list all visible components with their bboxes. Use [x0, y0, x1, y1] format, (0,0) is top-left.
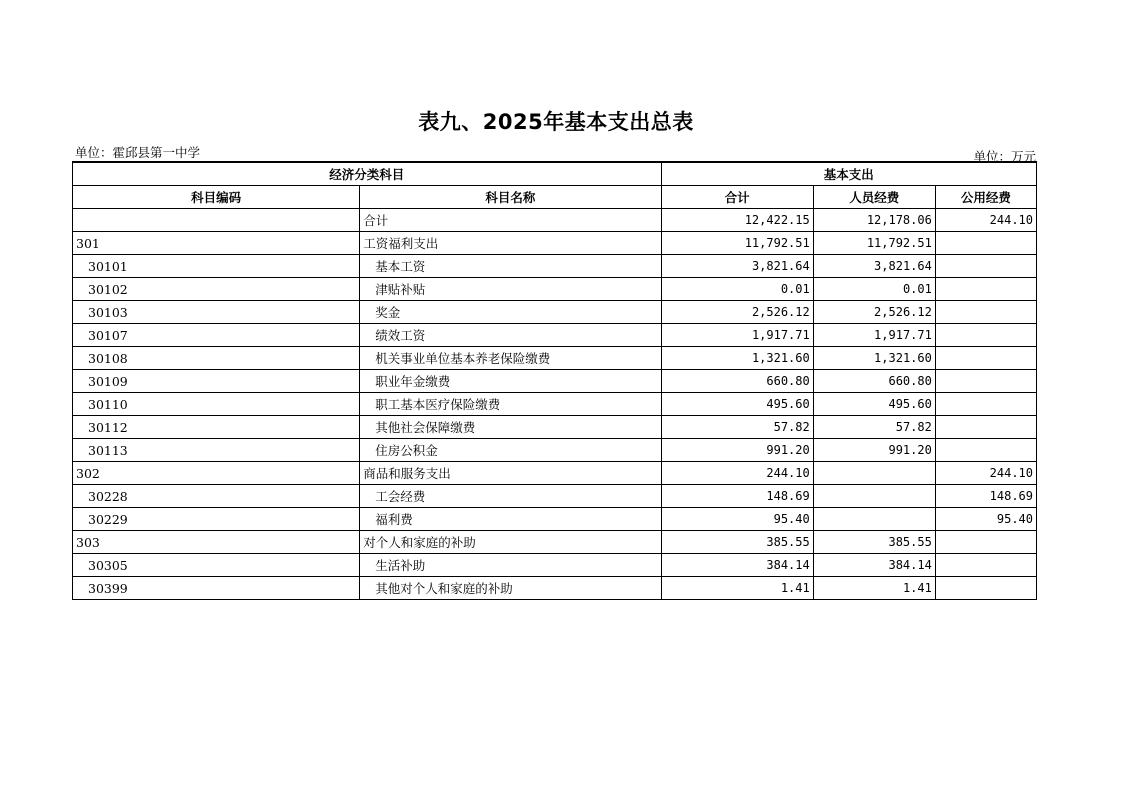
subject-code-cell: 303	[73, 531, 360, 554]
table-row	[73, 370, 1037, 393]
subject-name-cell: 生活补助	[360, 554, 661, 577]
header-subject-code: 科目编码	[73, 186, 360, 209]
public-expense-cell: 95.40	[935, 508, 1036, 531]
subject-name-cell: 商品和服务支出	[360, 462, 661, 485]
total-cell: 3,821.64	[661, 255, 813, 278]
table-row	[73, 278, 1037, 301]
total-cell: 12,422.15	[661, 209, 813, 232]
table-body	[73, 209, 1037, 600]
expenditure-table	[72, 161, 1037, 600]
table-row	[73, 508, 1037, 531]
total-cell: 2,526.12	[661, 301, 813, 324]
header-public-expense: 公用经费	[935, 186, 1036, 209]
subject-name-cell: 机关事业单位基本养老保险缴费	[360, 347, 661, 370]
personnel-expense-cell: 11,792.51	[813, 232, 935, 255]
personnel-expense-cell: 384.14	[813, 554, 935, 577]
public-expense-cell	[935, 531, 1036, 554]
subject-name-cell: 基本工资	[360, 255, 661, 278]
personnel-expense-cell: 991.20	[813, 439, 935, 462]
header-basic-expenditure: 基本支出	[661, 162, 1036, 186]
public-expense-cell	[935, 439, 1036, 462]
subject-code-cell: 30103	[73, 301, 360, 324]
total-cell: 991.20	[661, 439, 813, 462]
header-personnel-expense: 人员经费	[813, 186, 935, 209]
header-economic-classification: 经济分类科目	[73, 162, 662, 186]
subject-code-cell: 302	[73, 462, 360, 485]
subject-code-cell: 30108	[73, 347, 360, 370]
table-row	[73, 301, 1037, 324]
unit-organization-label: 单位：霍邱县第一中学	[75, 145, 201, 160]
total-cell: 95.40	[661, 508, 813, 531]
table-row	[73, 462, 1037, 485]
table-header-row	[73, 186, 1037, 209]
subject-name-cell: 其他社会保障缴费	[360, 416, 661, 439]
subject-code-cell: 30110	[73, 393, 360, 416]
subject-code-cell: 30112	[73, 416, 360, 439]
subject-code-cell: 30102	[73, 278, 360, 301]
subject-name-cell: 住房公积金	[360, 439, 661, 462]
public-expense-cell	[935, 347, 1036, 370]
table-row	[73, 554, 1037, 577]
subject-name-cell: 其他对个人和家庭的补助	[360, 577, 661, 600]
personnel-expense-cell	[813, 508, 935, 531]
personnel-expense-cell: 385.55	[813, 531, 935, 554]
page-title: 表九、2025年基本支出总表	[418, 110, 694, 134]
total-cell: 11,792.51	[661, 232, 813, 255]
personnel-expense-cell: 57.82	[813, 416, 935, 439]
table-row	[73, 416, 1037, 439]
subject-name-cell: 对个人和家庭的补助	[360, 531, 661, 554]
table-row	[73, 324, 1037, 347]
total-cell: 244.10	[661, 462, 813, 485]
total-cell: 148.69	[661, 485, 813, 508]
subject-code-cell: 30107	[73, 324, 360, 347]
table-row	[73, 531, 1037, 554]
public-expense-cell	[935, 393, 1036, 416]
personnel-expense-cell: 2,526.12	[813, 301, 935, 324]
personnel-expense-cell: 660.80	[813, 370, 935, 393]
subject-code-cell: 301	[73, 232, 360, 255]
public-expense-cell	[935, 255, 1036, 278]
subject-name-cell: 职业年金缴费	[360, 370, 661, 393]
subject-code-cell: 30113	[73, 439, 360, 462]
public-expense-cell	[935, 278, 1036, 301]
public-expense-cell: 148.69	[935, 485, 1036, 508]
total-cell: 1.41	[661, 577, 813, 600]
subject-name-cell: 工会经费	[360, 485, 661, 508]
personnel-expense-cell: 12,178.06	[813, 209, 935, 232]
public-expense-cell	[935, 324, 1036, 347]
subject-name-cell: 福利费	[360, 508, 661, 531]
subject-name-cell: 绩效工资	[360, 324, 661, 347]
personnel-expense-cell: 1.41	[813, 577, 935, 600]
subject-code-cell: 30229	[73, 508, 360, 531]
personnel-expense-cell: 1,917.71	[813, 324, 935, 347]
unit-currency-label: 单位：万元	[973, 149, 1036, 164]
total-cell: 385.55	[661, 531, 813, 554]
subject-code-cell: 30305	[73, 554, 360, 577]
table-header-group-row	[73, 162, 1037, 186]
table-row	[73, 209, 1037, 232]
public-expense-cell	[935, 554, 1036, 577]
table-row	[73, 255, 1037, 278]
subject-name-cell: 工资福利支出	[360, 232, 661, 255]
table-row	[73, 393, 1037, 416]
table-row	[73, 232, 1037, 255]
total-cell: 495.60	[661, 393, 813, 416]
subject-name-cell: 职工基本医疗保险缴费	[360, 393, 661, 416]
subject-name-cell: 津贴补贴	[360, 278, 661, 301]
public-expense-cell	[935, 577, 1036, 600]
personnel-expense-cell: 495.60	[813, 393, 935, 416]
public-expense-cell: 244.10	[935, 209, 1036, 232]
header-total: 合计	[661, 186, 813, 209]
subject-code-cell: 30109	[73, 370, 360, 393]
public-expense-cell	[935, 370, 1036, 393]
total-cell: 660.80	[661, 370, 813, 393]
public-expense-cell	[935, 416, 1036, 439]
total-cell: 57.82	[661, 416, 813, 439]
subject-code-cell: 30399	[73, 577, 360, 600]
table-row	[73, 577, 1037, 600]
personnel-expense-cell	[813, 485, 935, 508]
table-row	[73, 347, 1037, 370]
total-cell: 1,321.60	[661, 347, 813, 370]
subject-name-cell: 奖金	[360, 301, 661, 324]
public-expense-cell	[935, 301, 1036, 324]
public-expense-cell: 244.10	[935, 462, 1036, 485]
subject-name-cell: 合计	[360, 209, 661, 232]
public-expense-cell	[935, 232, 1036, 255]
total-cell: 1,917.71	[661, 324, 813, 347]
personnel-expense-cell: 3,821.64	[813, 255, 935, 278]
total-cell: 384.14	[661, 554, 813, 577]
subject-code-cell: 30101	[73, 255, 360, 278]
subject-code-cell	[73, 209, 360, 232]
table-row	[73, 439, 1037, 462]
subject-code-cell: 30228	[73, 485, 360, 508]
table-row	[73, 485, 1037, 508]
personnel-expense-cell: 1,321.60	[813, 347, 935, 370]
personnel-expense-cell: 0.01	[813, 278, 935, 301]
total-cell: 0.01	[661, 278, 813, 301]
personnel-expense-cell	[813, 462, 935, 485]
header-subject-name: 科目名称	[360, 186, 661, 209]
